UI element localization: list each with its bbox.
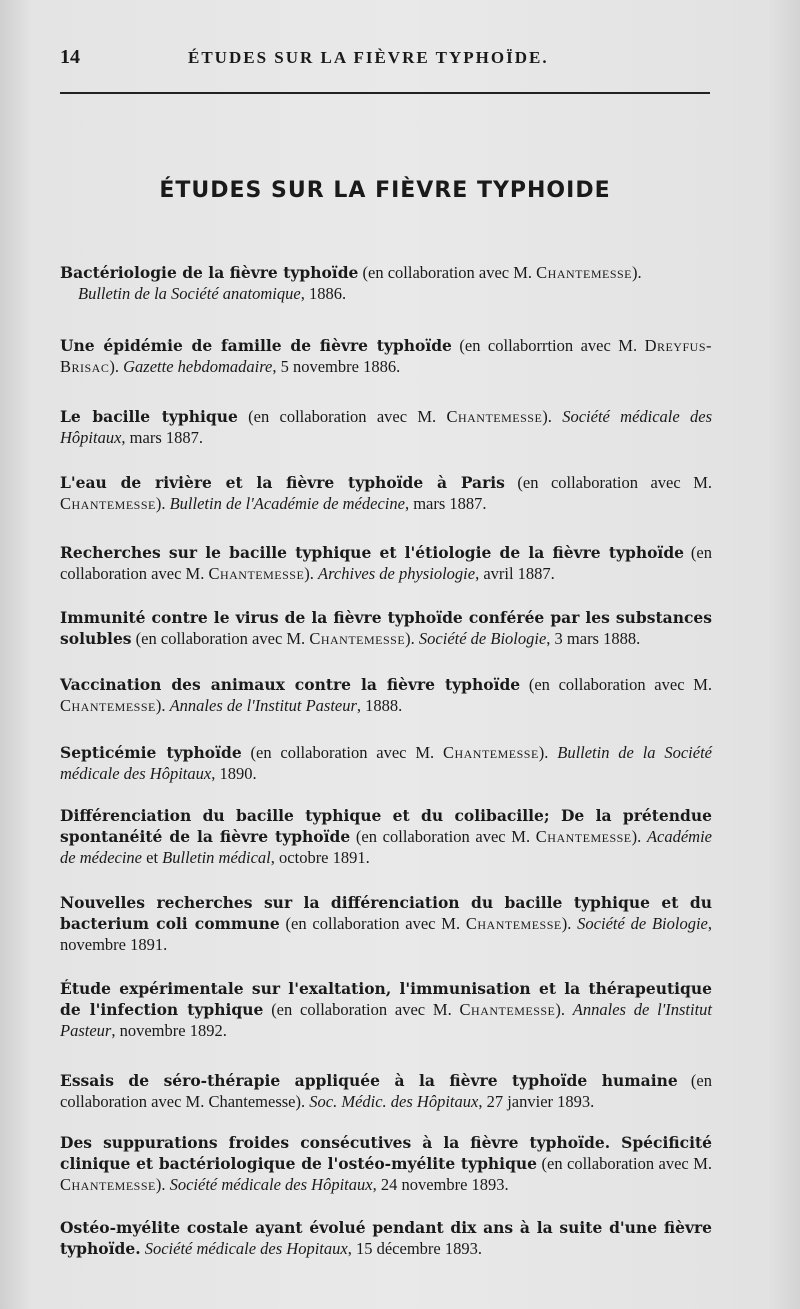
list-item: Septicémie typhoïde (en collaboration avec M. Chantemesse). Bulletin de la Société médicale des Hôpitaux, 1890. [60,743,712,783]
entry-source: Gazette hebdomadaire [123,357,273,376]
list-item: L'eau de rivière et la fièvre typhoïde à Paris (en collaboration avec M. Chantemesse). Bulletin de l'Académie de médecine, mars 1887. [60,473,712,513]
entry-title: Ostéo-myélite costale ayant évolué pendant dix ans à la suite d'une fièvre typhoïde. [60,1218,712,1258]
entry-title: Étude expérimentale sur l'exaltation, l'immunisation et la thérapeutique de l'infection typhique [60,979,712,1019]
list-item: Une épidémie de famille de fièvre typhoïde (en collaborrtion avec M. Dreyfus-Brisac). Gazette hebdomadaire, 5 novembre 1886. [60,336,712,376]
entry-title: Bactériologie de la fièvre typhoïde [60,263,359,282]
entry-source: Archives de physiologie [318,564,476,583]
entry-title: Septicémie typhoïde [60,743,242,762]
entry-source: Société médicale des Hôpitaux [169,1175,373,1194]
entry-title: Nouvelles recherches sur la différenciation du bacille typhique et du bacterium coli commune [60,893,712,933]
list-item: Nouvelles recherches sur la différenciation du bacille typhique et du bacterium coli commune (en collaboration avec M. Chantemesse). Société de Biologie, novembre 1891. [60,893,712,954]
entry-title: Une épidémie de famille de fièvre typhoïde [60,336,452,355]
list-item: Vaccination des animaux contre la fièvre typhoïde (en collaboration avec M. Chantemesse). Annales de l'Institut Pasteur, 1888. [60,675,712,715]
entry-source: Bulletin de l'Académie de médecine [169,494,405,513]
page-number: 14 [60,46,80,68]
list-item: Immunité contre le virus de la fièvre typhoïde conférée par les substances solubles (en collaboration avec M. Chantemesse). Société de Biologie, 3 mars 1888. [60,608,712,648]
entry-title: Recherches sur le bacille typhique et l'étiologie de la fièvre typhoïde [60,543,685,562]
entry-source: Annales de l'Institut Pasteur [169,696,357,715]
entry-source-2: Bulletin médical [162,848,271,867]
entry-source: Société de Biologie [418,629,547,648]
list-item: Des suppurations froides consécutives à la fièvre typhoïde. Spécificité clinique et bactériologique de l'ostéo-myélite typhique (en collaboration avec M. Chantemesse). Société médicale des Hôpitaux, 24 novembre 1893. [60,1133,713,1194]
entry-source: Bulletin de la Société anatomique [78,284,301,303]
running-head [60,46,710,76]
entry-source: Annales de l'Institut Pasteur [60,1000,712,1040]
entry-title: L'eau de rivière et la fièvre typhoïde à Paris [60,473,505,492]
list-item: Ostéo-myélite costale ayant évolué pendant dix ans à la suite d'une fièvre typhoïde. Société médicale des Hopitaux, 15 décembre 1893. [60,1218,712,1258]
page-title: ÉTUDES SUR LA FIÈVRE TYPHOIDE [159,178,611,203]
entry-title: Des suppurations froides consécutives à la fièvre typhoïde. Spécificité clinique et bactériologique de l'ostéo-myélite typhique [60,1133,712,1173]
entry-title: Le bacille typhique [60,407,238,426]
list-item: Différenciation du bacille typhique et du colibacille; De la prétendue spontanéité de la fièvre typhoïde (en collaboration avec M. Chantemesse). Académie de médecine et Bulletin médical, octobre 1891. [60,806,713,867]
list-item: Le bacille typhique (en collaboration avec M. Chantemesse). Société médicale des Hôpitaux, mars 1887. [60,407,712,447]
entry-source: Société médicale des Hôpitaux [60,407,712,447]
entry-source: Académie de médecine [60,827,713,867]
list-item: Recherches sur le bacille typhique et l'étiologie de la fièvre typhoïde (en collaboration avec M. Chantemesse). Archives de physiologie, avril 1887. [60,543,712,583]
entry-source: Bulletin de la Société médicale des Hôpitaux [60,743,712,783]
list-item: Bactériologie de la fièvre typhoïde (en collaboration avec M. Chantemesse). Bulletin de la Société anatomique, 1886. [60,263,642,303]
entry-source: Société de Biologie [577,914,708,933]
entry-title: Différenciation du bacille typhique et du colibacille; De la prétendue spontanéité de la fièvre typhoïde [60,806,712,846]
entry-title: Immunité contre le virus de la fièvre typhoïde conférée par les substances solubles [60,608,712,648]
entry-title: Essais de séro-thérapie appliquée à la fièvre typhoïde humaine [60,1071,678,1090]
list-item: Essais de séro-thérapie appliquée à la fièvre typhoïde humaine (en collaboration avec M. Chantemesse). Soc. Médic. des Hôpitaux, 27 janvier 1893. [60,1071,712,1111]
entry-title: Vaccination des animaux contre la fièvre typhoïde [60,675,521,694]
header-rule [60,92,710,94]
list-item: Étude expérimentale sur l'exaltation, l'immunisation et la thérapeutique de l'infection typhique (en collaboration avec M. Chantemesse). Annales de l'Institut Pasteur, novembre 1892. [60,979,712,1040]
entry-source: Société médicale des Hopitaux [144,1239,348,1258]
entry-source: Soc. Médic. des Hôpitaux [309,1092,479,1111]
running-title: ÉTUDES SUR LA FIÈVRE TYPHOÏDE. [188,48,549,67]
